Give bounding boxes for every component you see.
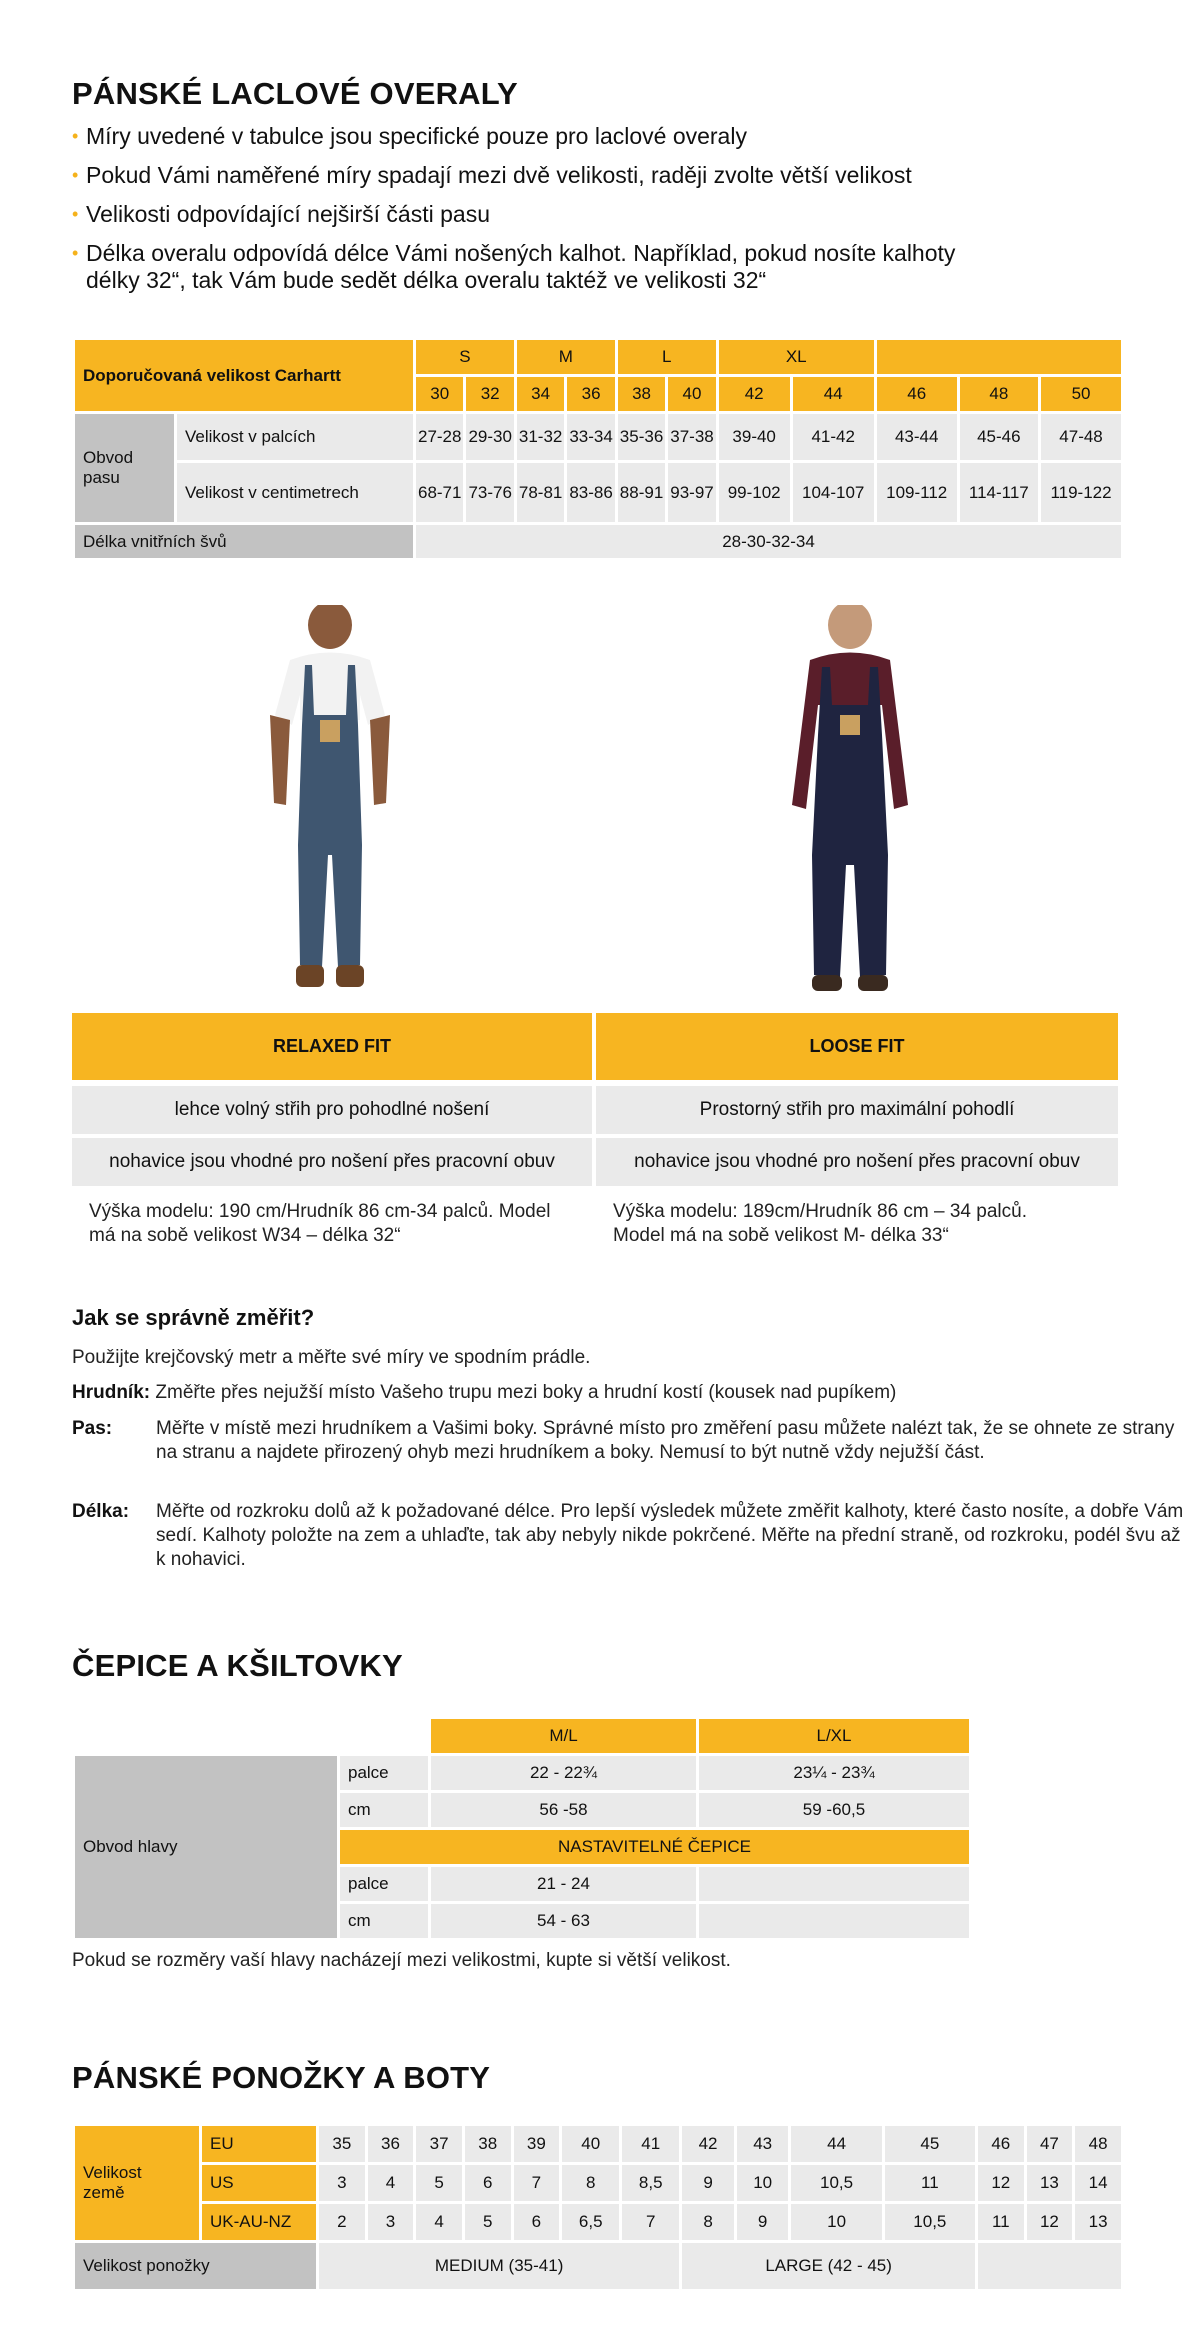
- inches-cell: 35-36: [618, 414, 665, 460]
- eu-cell: 42: [682, 2126, 734, 2162]
- uk-cell: 11: [978, 2204, 1024, 2240]
- uk-cell: 7: [622, 2204, 679, 2240]
- inches-cell: 43-44: [877, 414, 957, 460]
- shoe-size-table: [72, 2123, 1124, 2292]
- us-cell: 10,5: [791, 2165, 881, 2201]
- cm-cell: 114-117: [960, 463, 1038, 522]
- us-cell: 9: [682, 2165, 734, 2201]
- uk-cell: 10: [791, 2204, 881, 2240]
- uk-cell: 4: [416, 2204, 462, 2240]
- length-term: Délka:: [72, 1501, 130, 1522]
- eu-cell: 46: [978, 2126, 1024, 2162]
- measure-intro: Použijte krejčovský metr a měřte své míry ve spodním prádle.: [72, 1347, 591, 1368]
- loose-fit-model-photo: [770, 605, 930, 1005]
- eu-cell: 44: [791, 2126, 881, 2162]
- us-cell: 3: [319, 2165, 365, 2201]
- us-cell: 13: [1027, 2165, 1073, 2201]
- cm-cell: 104-107: [793, 463, 874, 522]
- bullet-item: • Velikosti odpovídající nejširší části pasu: [72, 201, 1132, 228]
- relaxed-fit-heading: RELAXED FIT: [72, 1013, 592, 1080]
- adjustable-cm: 54 - 63: [431, 1904, 696, 1938]
- size-group-empty: [877, 340, 1121, 374]
- relaxed-model-info: Výška modelu: 190 cm/Hrudník 86 cm-34 palců. Model má na sobě velikost W34 – délka 32“: [89, 1201, 551, 1246]
- us-cell: 7: [514, 2165, 560, 2201]
- us-cell: 12: [978, 2165, 1024, 2201]
- adjustable-caps-heading: NASTAVITELNÉ ČEPICE: [340, 1830, 969, 1864]
- relaxed-fit-row: nohavice jsou vhodné pro nošení přes pracovní obuv: [72, 1138, 592, 1186]
- us-cell: 14: [1075, 2165, 1121, 2201]
- unit-cm: cm: [340, 1904, 428, 1938]
- overalls-title: PÁNSKÉ LACLOVÉ OVERALY: [72, 76, 518, 111]
- measure-waist: [72, 1417, 1190, 1489]
- inches-cell: 45-46: [960, 414, 1038, 460]
- caps-title: ČEPICE A KŠILTOVKY: [72, 1648, 403, 1683]
- loose-fit-row: nohavice jsou vhodné pro nošení přes pracovní obuv: [596, 1138, 1118, 1186]
- relaxed-fit-model-photo: [250, 605, 410, 1005]
- cm-cell: 93-97: [668, 463, 715, 522]
- caps-size-table: [72, 1716, 972, 1941]
- uk-cell: 8: [682, 2204, 734, 2240]
- cm-cell: 83-86: [567, 463, 614, 522]
- loose-fit-row: Prostorný střih pro maximální pohodlí: [596, 1086, 1118, 1134]
- size-cell: 48: [960, 377, 1038, 411]
- uk-cell: 5: [465, 2204, 511, 2240]
- us-cell: 8,5: [622, 2165, 679, 2201]
- cm-cell: 78-81: [517, 463, 564, 522]
- inches-cell: 39-40: [719, 414, 790, 460]
- overalls-size-table: [72, 337, 1124, 561]
- socks-title: PÁNSKÉ PONOŽKY A BOTY: [72, 2060, 491, 2095]
- inches-cell: 37-38: [668, 414, 715, 460]
- cm-cell: 109-112: [877, 463, 957, 522]
- uk-cell: 6: [514, 2204, 560, 2240]
- uk-cell: 6,5: [562, 2204, 619, 2240]
- uk-label: UK-AU-NZ: [202, 2204, 316, 2240]
- us-cell: 11: [885, 2165, 975, 2201]
- chest-desc: Změřte přes nejužší místo Vašeho trupu mezi boky a hrudní kostí (kousek nad pupíkem): [155, 1382, 897, 1403]
- eu-cell: 37: [416, 2126, 462, 2162]
- unit-palce: palce: [340, 1756, 428, 1790]
- length-desc: Měřte od rozkroku dolů až k požadované délce. Pro lepší výsledek můžete změřit kalhoty, které často nosíte, a dobře Vám sedí. Kalhoty položte na zem a uhlaďte, tak aby nebyly nikde pokrčené. Měřte na přední straně, od rozkroku, podél švu až k nohavici.: [156, 1501, 1184, 1570]
- uk-cell: 10,5: [885, 2204, 975, 2240]
- lxl-cm: 59 -60,5: [699, 1793, 969, 1827]
- sock-large: LARGE (42 - 45): [682, 2243, 975, 2289]
- inches-cell: 31-32: [517, 414, 564, 460]
- eu-label: EU: [202, 2126, 316, 2162]
- size-cell: 42: [719, 377, 790, 411]
- inches-label: Velikost v palcích: [177, 414, 413, 460]
- inseam-value: 28-30-32-34: [416, 525, 1121, 558]
- eu-cell: 43: [737, 2126, 789, 2162]
- eu-cell: 35: [319, 2126, 365, 2162]
- size-group-l: L: [618, 340, 716, 374]
- cm-cell: 68-71: [416, 463, 463, 522]
- waist-term: Pas:: [72, 1418, 113, 1439]
- unit-palce: palce: [340, 1867, 428, 1901]
- eu-cell: 38: [465, 2126, 511, 2162]
- sock-medium: MEDIUM (35-41): [319, 2243, 679, 2289]
- eu-cell: 41: [622, 2126, 679, 2162]
- bullet-item: • Délka overalu odpovídá délce Vámi nošených kalhot. Například, pokud nosíte kalhoty délky 32“, tak Vám bude sedět délka overalu taktéž ve velikosti 32“: [72, 240, 1006, 294]
- inches-cell: 41-42: [793, 414, 874, 460]
- chest-term: Hrudník:: [72, 1382, 151, 1403]
- us-label: US: [202, 2165, 316, 2201]
- measure-length: [72, 1500, 1190, 1572]
- ml-palce: 22 - 22¾: [431, 1756, 696, 1790]
- inches-cell: 29-30: [466, 414, 513, 460]
- caps-col-ml: M/L: [431, 1719, 696, 1753]
- model-figure: [270, 605, 390, 987]
- size-cell: 50: [1041, 377, 1121, 411]
- uk-cell: 2: [319, 2204, 365, 2240]
- overalls-bullets: [72, 123, 1132, 306]
- eu-cell: 39: [514, 2126, 560, 2162]
- loose-fit-heading: LOOSE FIT: [596, 1013, 1118, 1080]
- ml-cm: 56 -58: [431, 1793, 696, 1827]
- bullet-item: • Míry uvedené v tabulce jsou specifické pouze pro laclové overaly: [72, 123, 1132, 150]
- recommended-size-label: Doporučovaná velikost Carhartt: [75, 340, 413, 411]
- inches-cell: 27-28: [416, 414, 463, 460]
- inches-cell: 47-48: [1041, 414, 1121, 460]
- eu-cell: 48: [1075, 2126, 1121, 2162]
- size-cell: 32: [466, 377, 513, 411]
- cm-cell: 88-91: [618, 463, 665, 522]
- measure-chest: [72, 1381, 1122, 1405]
- cm-cell: 99-102: [719, 463, 790, 522]
- size-group-s: S: [416, 340, 514, 374]
- us-cell: 8: [562, 2165, 619, 2201]
- eu-cell: 36: [368, 2126, 414, 2162]
- sock-size-label: Velikost ponožky: [75, 2243, 316, 2289]
- country-size-label: Velikost země: [75, 2126, 199, 2240]
- size-cell: 44: [793, 377, 874, 411]
- size-group-xl: XL: [719, 340, 874, 374]
- loose-model-info: Výška modelu: 189cm/Hrudník 86 cm – 34 palců. Model má na sobě velikost M- délka 33“: [613, 1201, 1027, 1246]
- lxl-palce: 23¼ - 23¾: [699, 1756, 969, 1790]
- us-cell: 10: [737, 2165, 789, 2201]
- inseam-label: Délka vnitřních švů: [75, 525, 413, 558]
- adjustable-palce: 21 - 24: [431, 1867, 696, 1901]
- us-cell: 6: [465, 2165, 511, 2201]
- size-cell: 40: [668, 377, 715, 411]
- size-cell: 46: [877, 377, 957, 411]
- size-cell: 38: [618, 377, 665, 411]
- size-cell: 30: [416, 377, 463, 411]
- cm-cell: 73-76: [466, 463, 513, 522]
- eu-cell: 40: [562, 2126, 619, 2162]
- head-circumference-label: Obvod hlavy: [75, 1756, 337, 1938]
- eu-cell: 45: [885, 2126, 975, 2162]
- uk-cell: 9: [737, 2204, 789, 2240]
- size-group-m: M: [517, 340, 615, 374]
- us-cell: 5: [416, 2165, 462, 2201]
- caps-note: Pokud se rozměry vaší hlavy nacházejí mezi velikostmi, kupte si větší velikost.: [72, 1950, 731, 1971]
- inches-cell: 33-34: [567, 414, 614, 460]
- relaxed-fit-row: lehce volný střih pro pohodlné nošení: [72, 1086, 592, 1134]
- us-cell: 4: [368, 2165, 414, 2201]
- model-figure: [792, 605, 908, 991]
- size-cell: 34: [517, 377, 564, 411]
- cm-cell: 119-122: [1041, 463, 1121, 522]
- waist-desc: Měřte v místě mezi hrudníkem a Vašimi boky. Správné místo pro změření pasu můžete nalézt tak, že se ohnete ze strany na stranu a najdete přirozený ohyb mezi hrudníkem a boky. Nemusí to být nutně vždy nejužší část.: [156, 1418, 1175, 1463]
- bullet-item: • Pokud Vámi naměřené míry spadají mezi dvě velikosti, raději zvolte větší velikost: [72, 162, 1132, 189]
- unit-cm: cm: [340, 1793, 428, 1827]
- cm-label: Velikost v centimetrech: [177, 463, 413, 522]
- measure-title: Jak se správně změřit?: [72, 1305, 315, 1330]
- eu-cell: 47: [1027, 2126, 1073, 2162]
- uk-cell: 3: [368, 2204, 414, 2240]
- waist-label: Obvod pasu: [75, 414, 174, 522]
- caps-col-lxl: L/XL: [699, 1719, 969, 1753]
- size-cell: 36: [567, 377, 614, 411]
- uk-cell: 13: [1075, 2204, 1121, 2240]
- uk-cell: 12: [1027, 2204, 1073, 2240]
